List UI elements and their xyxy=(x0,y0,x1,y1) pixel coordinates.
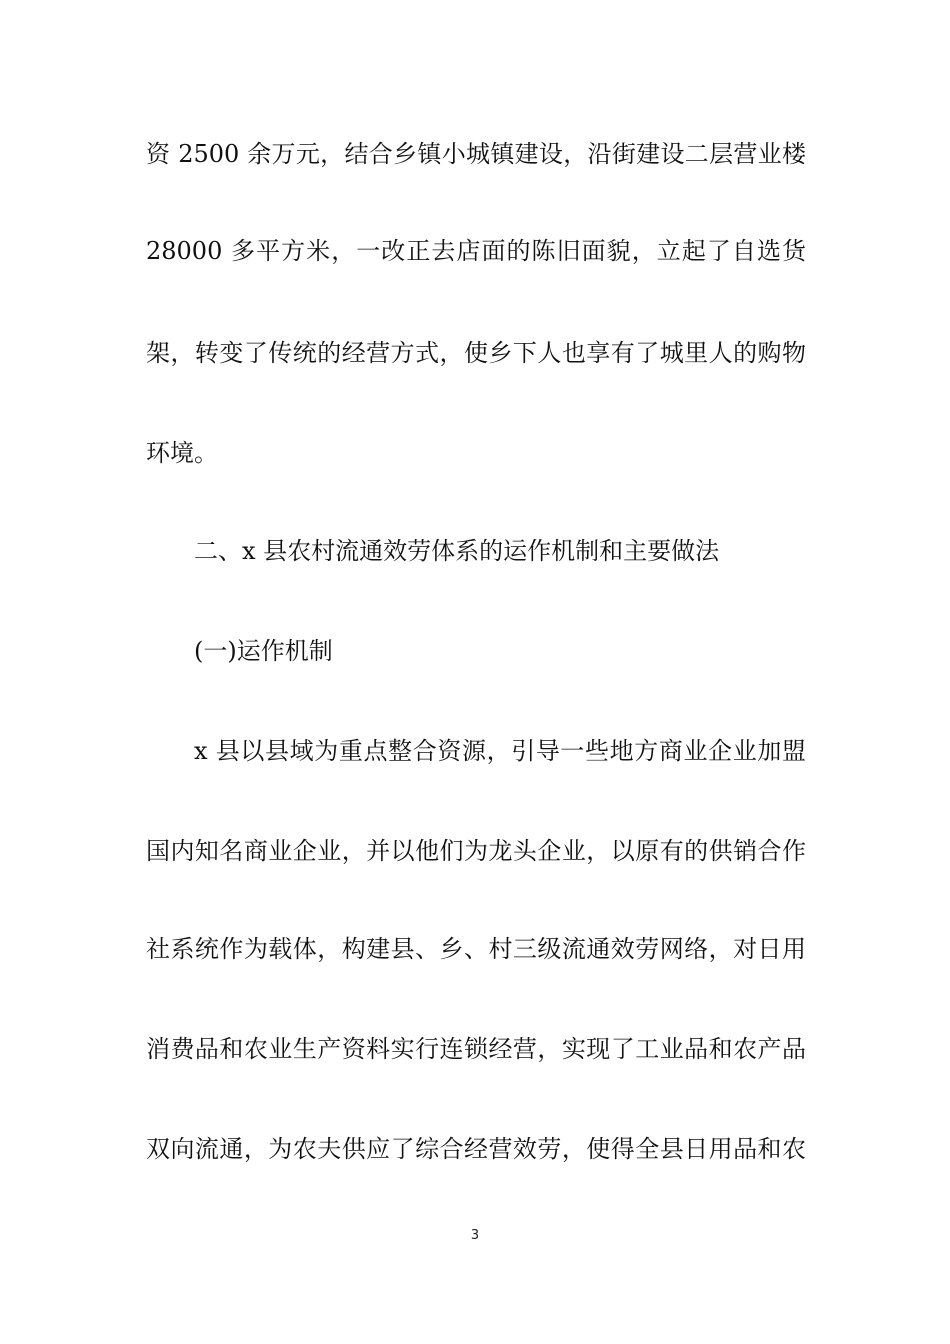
section-heading: 二、x 县农村流通效劳体系的运作机制和主要做法 xyxy=(194,537,720,565)
text-line: x 县以县域为重点整合资源，引导一些地方商业企业加盟 xyxy=(194,737,806,765)
text-line: 国内知名商业企业，并以他们为龙头企业，以原有的供销合作 xyxy=(146,837,806,865)
text-line: 资 2500 余万元，结合乡镇小城镇建设，沿街建设二层营业楼 xyxy=(146,140,806,168)
text-line: 架，转变了传统的经营方式，使乡下人也享有了城里人的购物 xyxy=(146,339,806,367)
subsection-heading: (一)运作机制 xyxy=(194,637,333,665)
text-line: 消费品和农业生产资料实行连锁经营，实现了工业品和农产品 xyxy=(146,1035,806,1063)
text-line: 社系统作为载体，构建县、乡、村三级流通效劳网络，对日用 xyxy=(146,935,806,963)
text-line: 双向流通，为农夫供应了综合经营效劳，使得全县日用品和农 xyxy=(146,1135,806,1163)
text-line: 28000 多平方米，一改正去店面的陈旧面貌，立起了自选货 xyxy=(146,237,806,265)
text-line: 环境。 xyxy=(146,439,218,467)
page-number: 3 xyxy=(470,1228,480,1243)
